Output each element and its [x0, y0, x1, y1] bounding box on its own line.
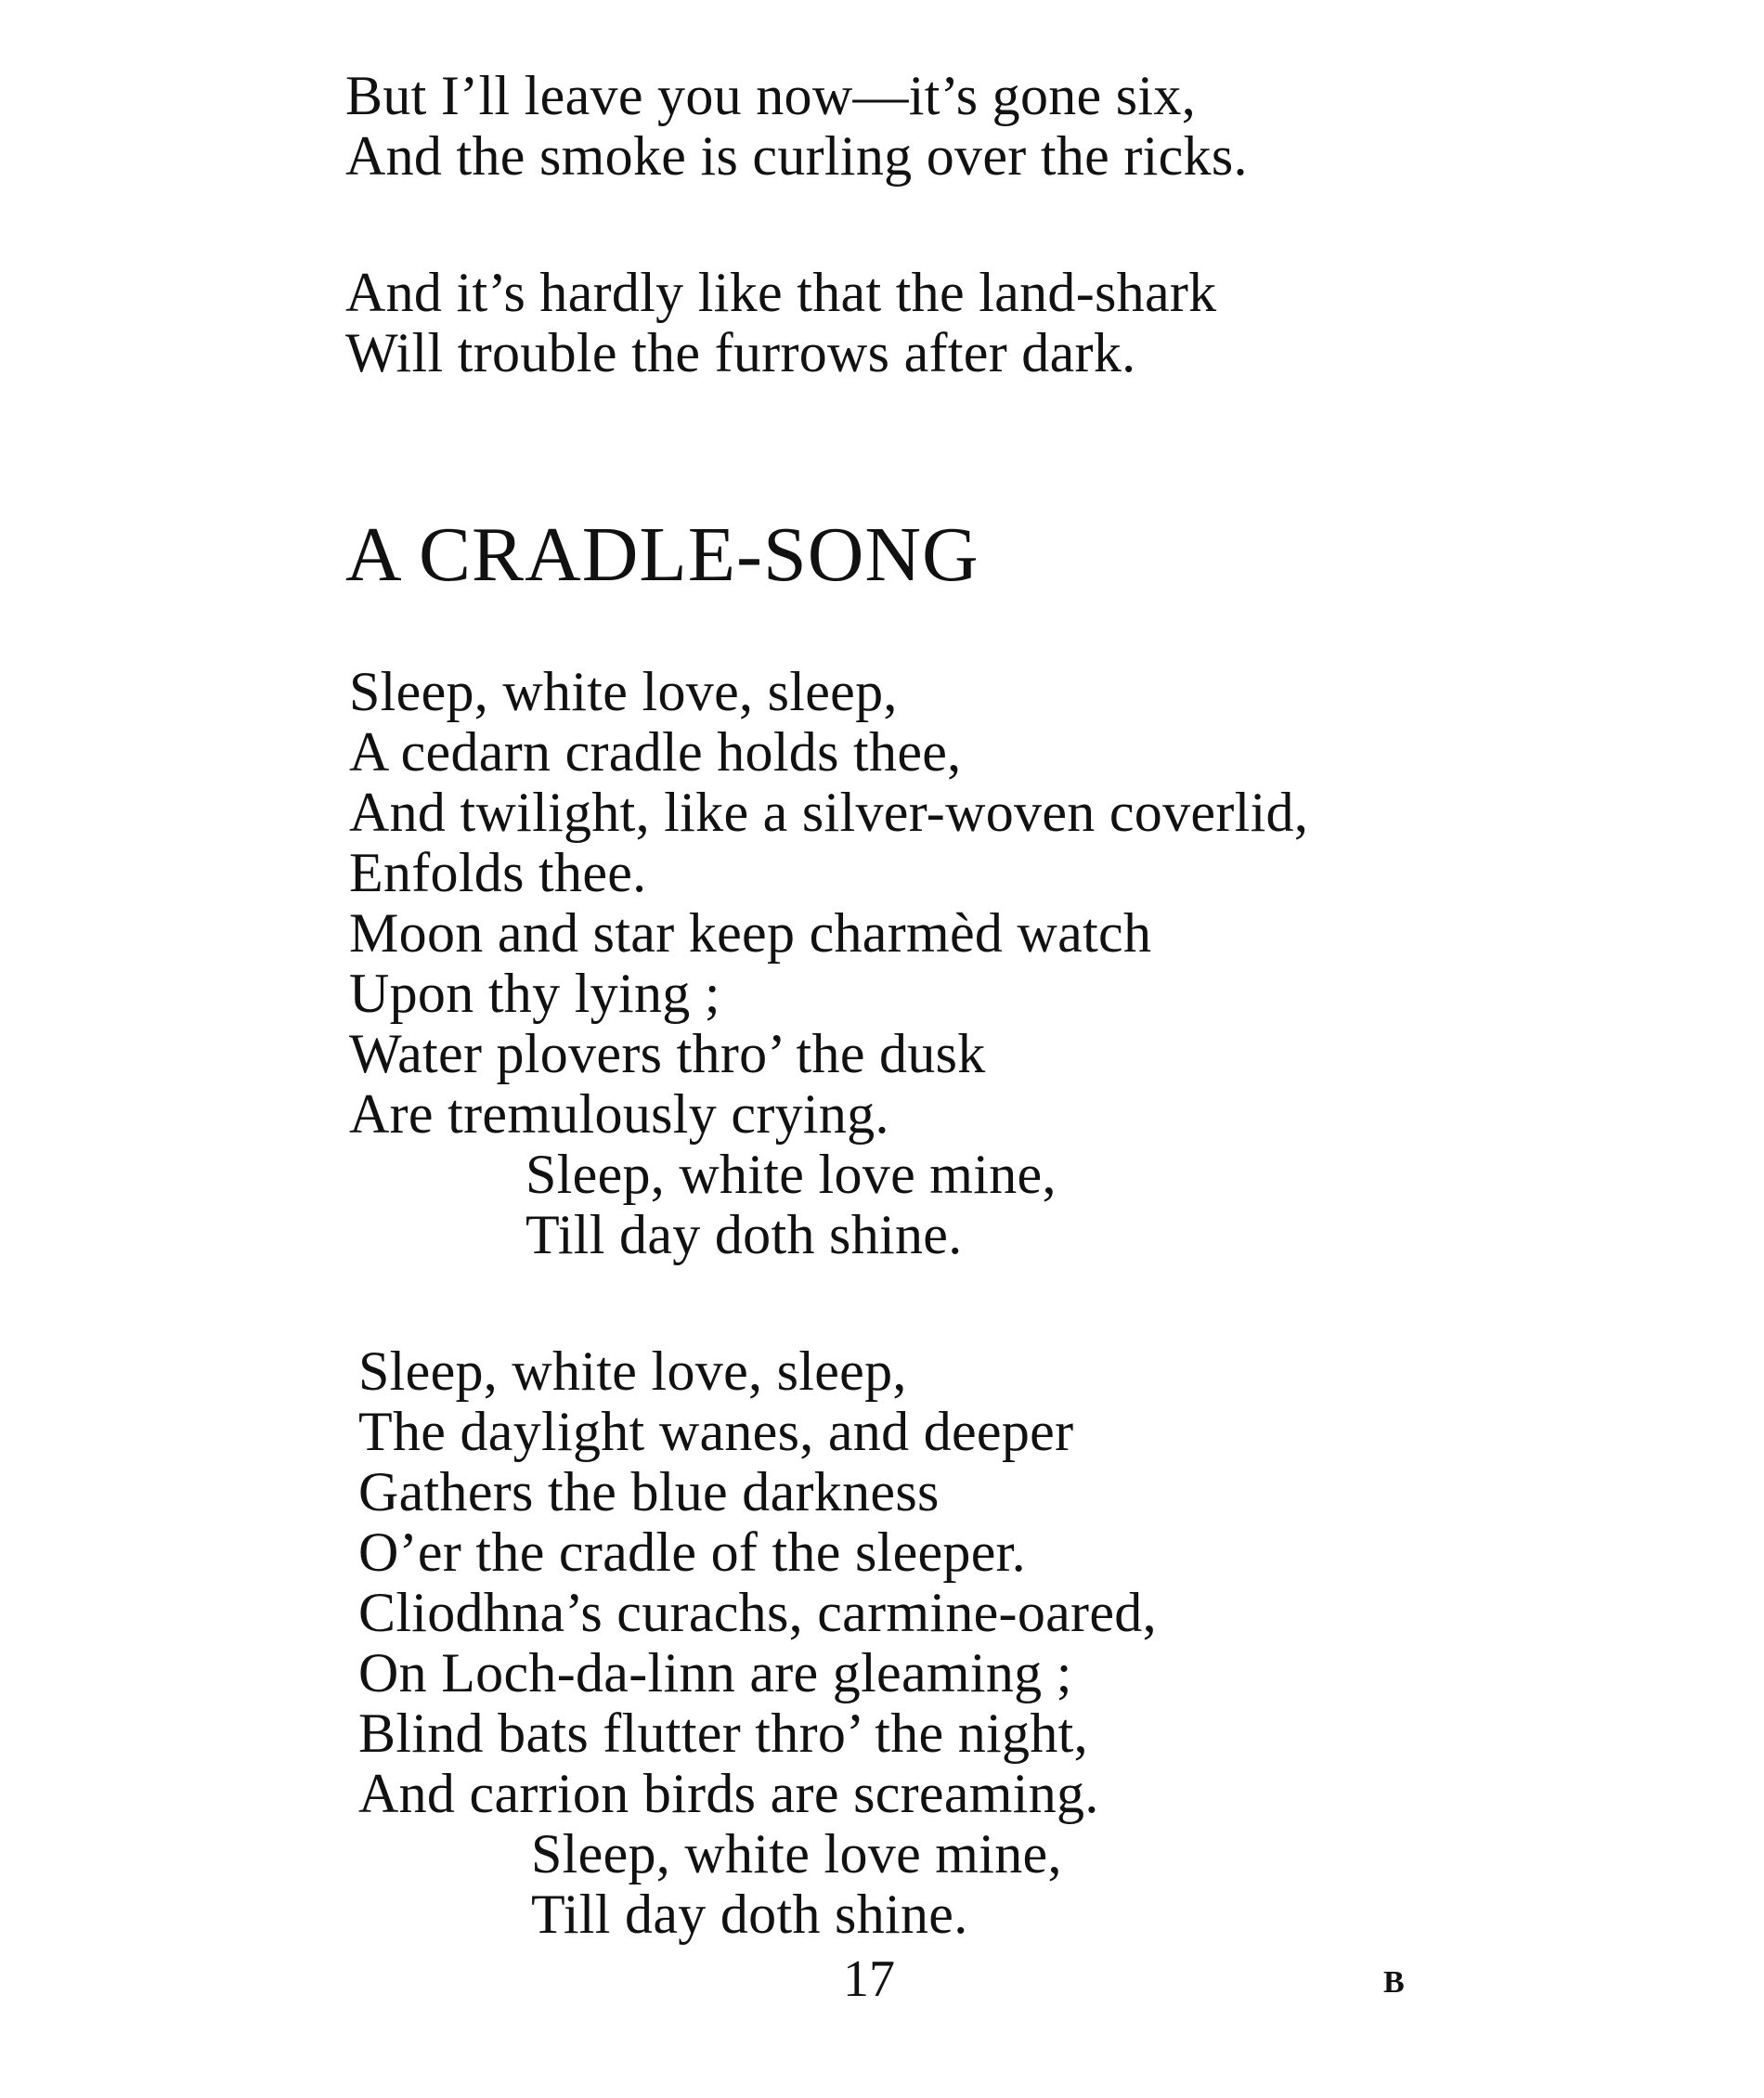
verse-line: Sleep, white love, sleep,	[349, 661, 898, 722]
refrain-line: Till day doth shine.	[531, 1884, 968, 1945]
verse-line: But I’ll leave you now—it’s gone six,	[345, 65, 1196, 126]
page-number: 17	[843, 1950, 895, 2008]
verse-line: Cliodhna’s curachs, carmine-oared,	[358, 1582, 1157, 1643]
verse-line: Are tremulously crying.	[349, 1083, 889, 1145]
refrain-line: Sleep, white love mine,	[525, 1144, 1057, 1205]
poem-title: A CRADLE-SONG	[345, 512, 979, 598]
refrain-line: Sleep, white love mine,	[531, 1823, 1062, 1884]
verse-line: Blind bats flutter thro’ the night,	[358, 1703, 1088, 1764]
verse-line: Will trouble the furrows after dark.	[345, 322, 1136, 383]
refrain-line: Till day doth shine.	[525, 1204, 963, 1265]
verse-line: Water plovers thro’ the dusk	[349, 1023, 986, 1084]
verse-line: Upon thy lying ;	[349, 963, 720, 1024]
verse-line: And it’s hardly like that the land-shark	[345, 262, 1217, 323]
verse-line: And twilight, like a silver-woven coverlid,	[349, 782, 1309, 843]
verse-line: And carrion birds are screaming.	[358, 1763, 1099, 1824]
verse-line: Gathers the blue darkness	[358, 1461, 940, 1522]
verse-line: The daylight wanes, and deeper	[358, 1401, 1074, 1462]
verse-line: Sleep, white love, sleep,	[358, 1340, 907, 1402]
verse-line: And the smoke is curling over the ricks.	[345, 125, 1248, 187]
verse-line: Moon and star keep charmèd watch	[349, 902, 1152, 964]
verse-line: O’er the cradle of the sleeper.	[358, 1522, 1026, 1583]
verse-line: A cedarn cradle holds thee,	[349, 721, 962, 783]
verse-line: Enfolds thee.	[349, 842, 647, 903]
verse-line: On Loch-da-linn are gleaming ;	[358, 1642, 1072, 1703]
signature-mark: B	[1383, 1965, 1405, 2000]
